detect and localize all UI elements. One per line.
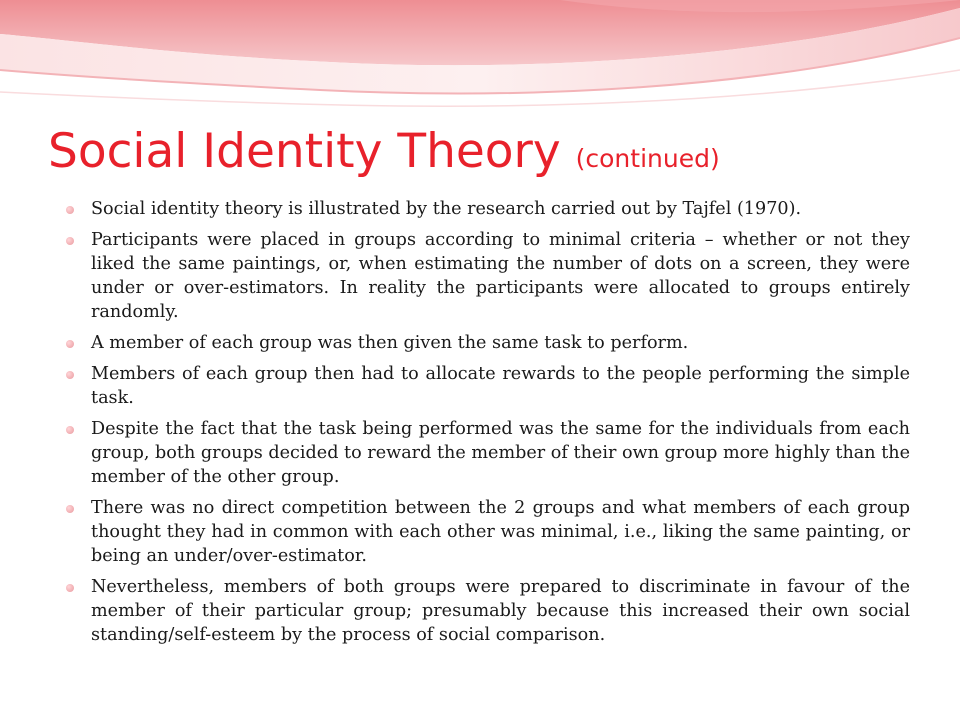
- bullet-list: [66, 197, 910, 654]
- bullet-text: Participants were placed in groups according to minimal criteria – whether or not they liked the same paintings, or, when estimating the number of dots on a screen, they were under or over-estimators. In reality the participants were allocated to groups entirely randomly.: [91, 230, 910, 322]
- bullet-item: [66, 362, 910, 410]
- bullet-dot-icon: [66, 426, 74, 434]
- bullet-dot-icon: [66, 371, 74, 379]
- bullet-item: [66, 197, 910, 221]
- bullet-dot-icon: [66, 340, 74, 348]
- bullet-item: [66, 228, 910, 324]
- bullet-dot-icon: [66, 505, 74, 513]
- bullet-text: Social identity theory is illustrated by the research carried out by Tajfel (1970).: [91, 199, 802, 219]
- bullet-item: [66, 417, 910, 489]
- bullet-text: Despite the fact that the task being performed was the same for the individuals from each group, both groups decided to reward the member of their own group more highly than the member of the other group.: [91, 419, 911, 487]
- decorative-wave-header: [0, 0, 960, 140]
- bullet-item: [66, 575, 910, 647]
- slide-title: [48, 126, 720, 178]
- title-sub: (continued): [575, 144, 720, 173]
- bullet-item: [66, 496, 910, 568]
- bullet-dot-icon: [66, 206, 74, 214]
- bullet-text: Members of each group then had to allocate rewards to the people performing the simple task.: [91, 364, 910, 408]
- bullet-item: [66, 331, 910, 355]
- bullet-text: Nevertheless, members of both groups were prepared to discriminate in favour of the member of their particular group; presumably because this increased their own social standing/self-esteem by the process of social comparison.: [91, 577, 910, 645]
- title-main: Social Identity Theory: [48, 124, 561, 179]
- bullet-dot-icon: [66, 237, 74, 245]
- bullet-text: There was no direct competition between the 2 groups and what members of each group thought they had in common with each other was minimal, i.e., liking the same painting, or being an under/over-estimator.: [91, 498, 910, 566]
- bullet-dot-icon: [66, 584, 74, 592]
- bullet-text: A member of each group was then given the same task to perform.: [91, 333, 689, 353]
